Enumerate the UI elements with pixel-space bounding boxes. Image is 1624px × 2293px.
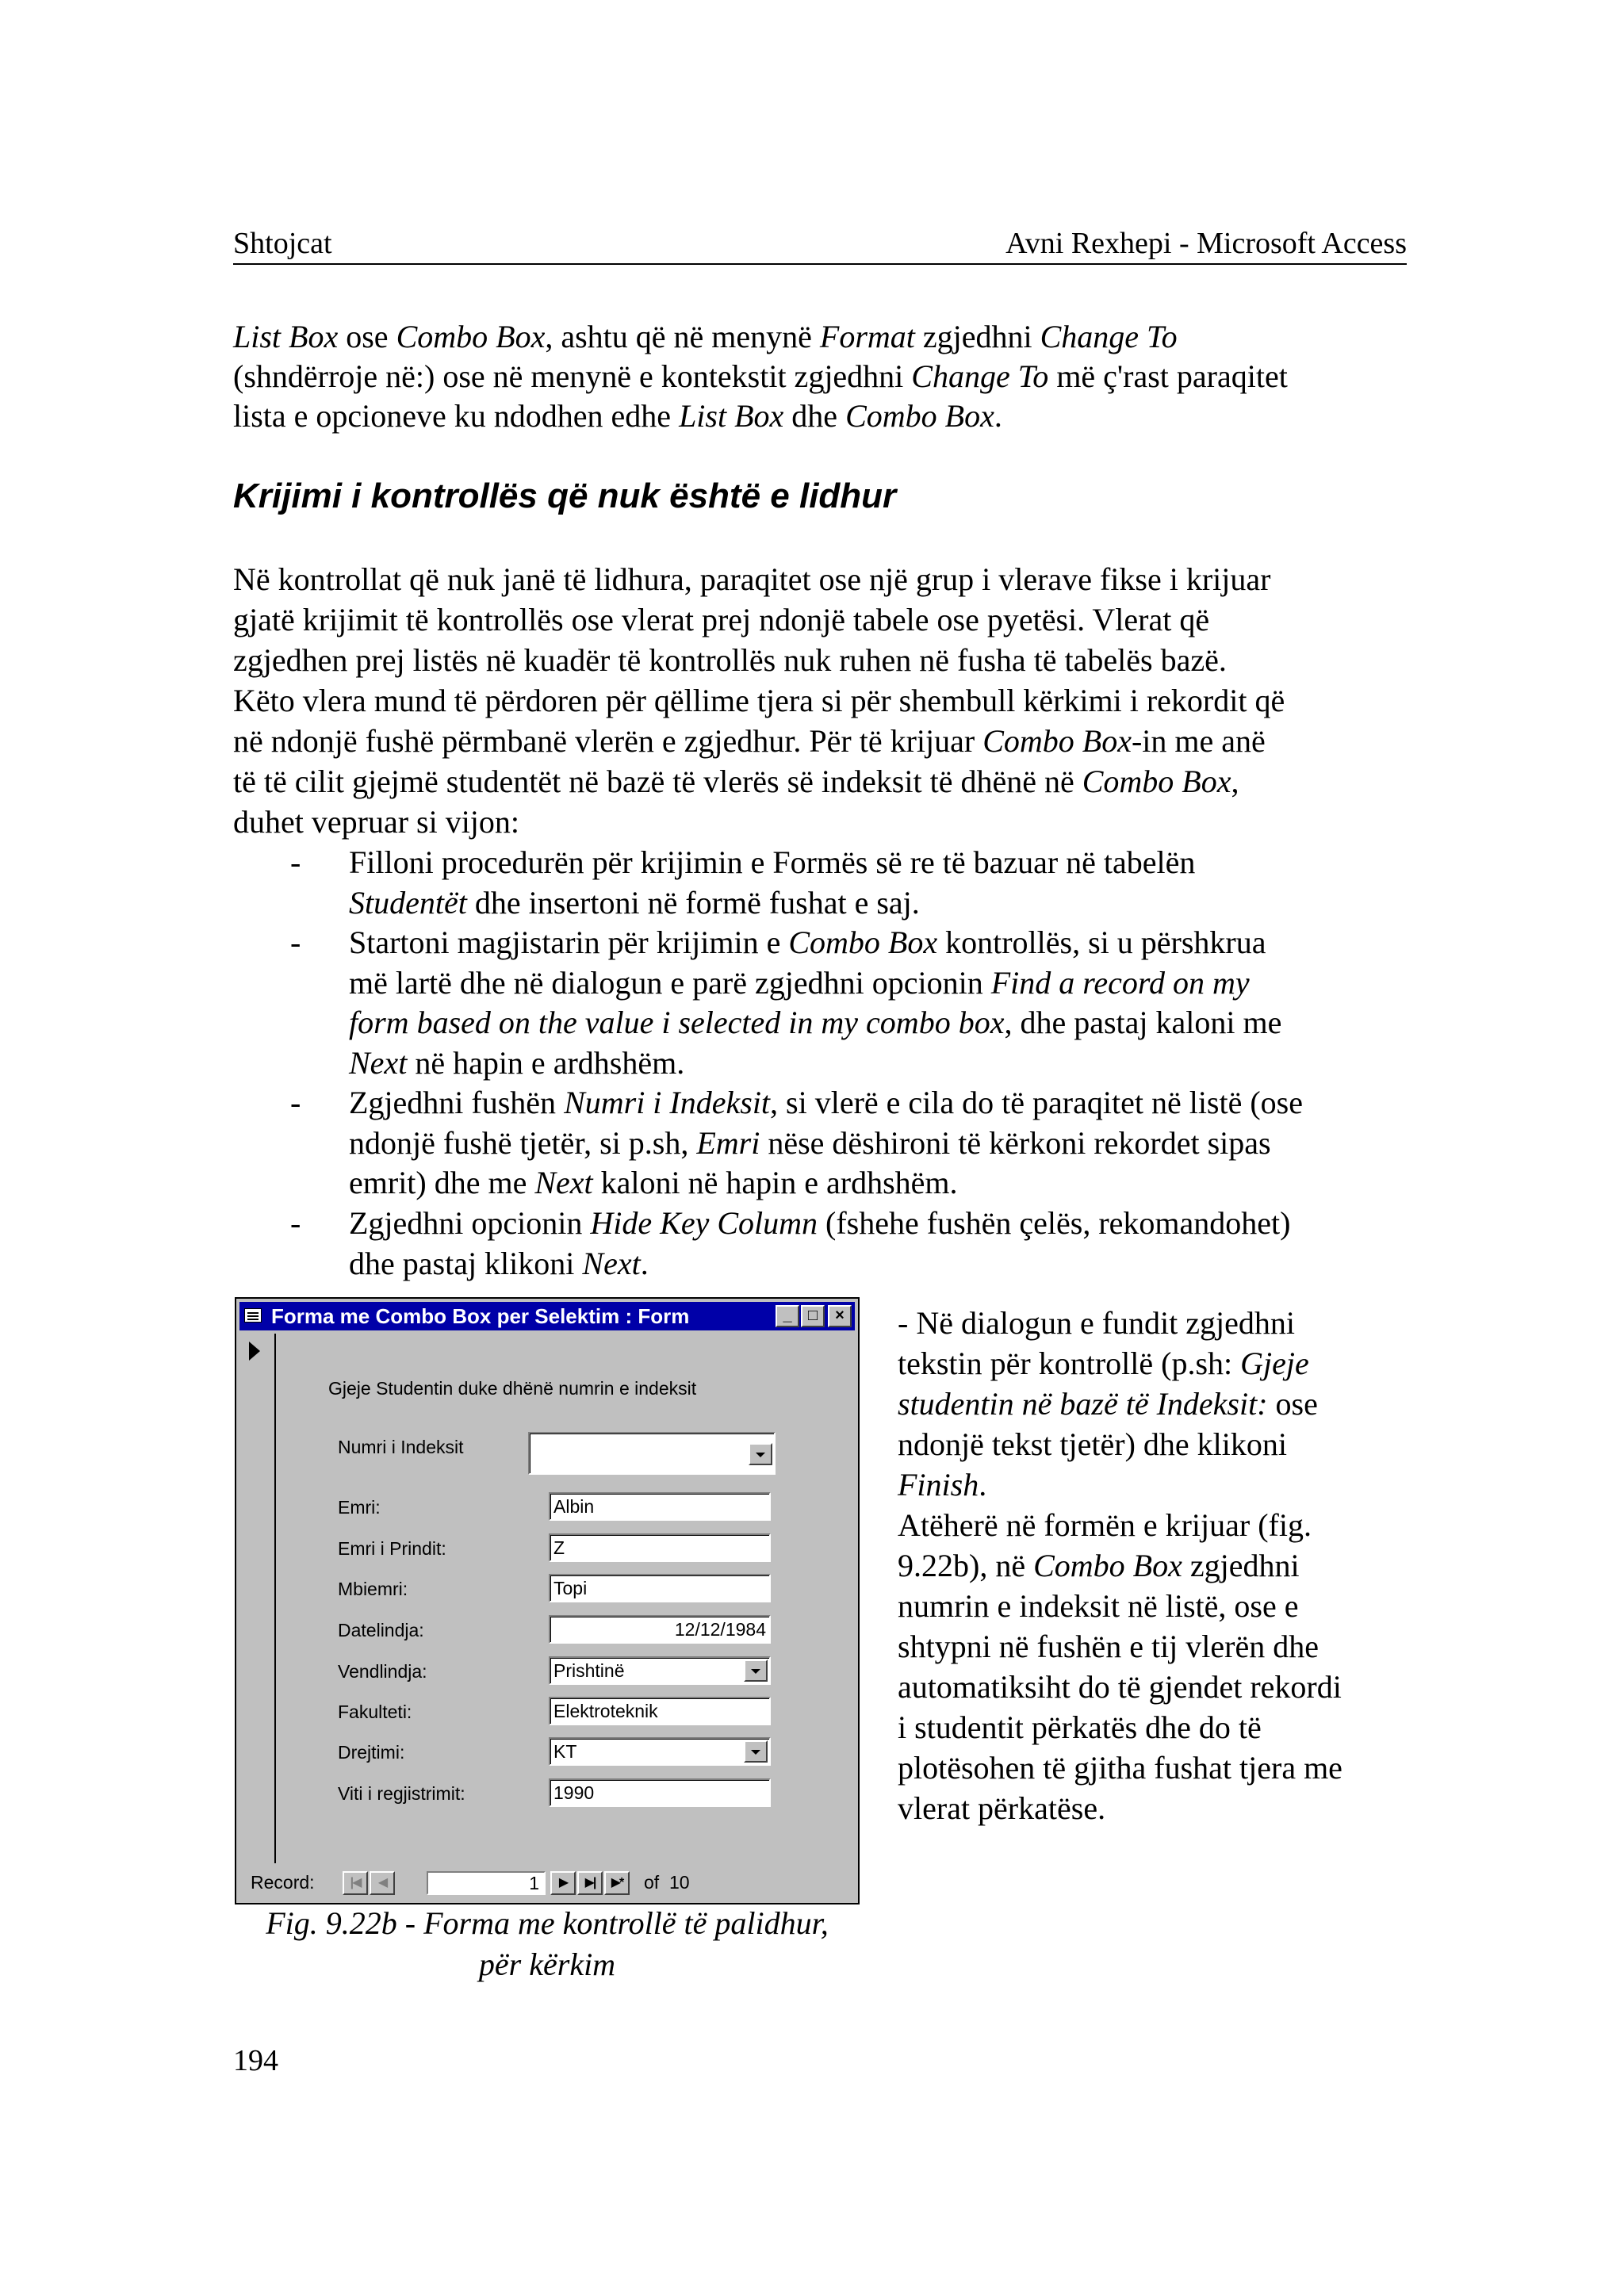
fakulteti-label: Fakulteti:: [338, 1702, 412, 1722]
intro-line-2: (shndërroje në:) ose në menynë e kontekstit zgjedhni Change To më ç'rast paraqitet: [233, 358, 1288, 394]
para-line-3: zgjedhen prej listës në kuadër të kontrollës nuk ruhen në fusha të tabelës bazë.: [233, 642, 1227, 678]
side-line-11: i studentit përkatës dhe do të: [898, 1709, 1262, 1745]
bullet-item-2: - Startoni magjistarin për krijimin e Combo Box kontrollës, si u përshkrua më lartë dhe në dialogun e parë zgjedhni opcionin Find a record on my form based on the value i selected in my combo box, dhe pastaj kaloni me Next në hapin e ardhshëm.: [290, 924, 1282, 1081]
term-change-to: Change To: [911, 358, 1049, 394]
record-count: of 10: [644, 1872, 690, 1893]
bullet-item-3: - Zgjedhni fushën Numri i Indeksit, si vlerë e cila do të paraqitet në listë (ose ndonjë fushë tjetër, si p.sh, Emri nëse dëshironi të kërkoni rekordet sipas emrit) dhe me Next kaloni në hapin e ardhshëm.: [290, 1085, 1303, 1200]
running-header: [233, 224, 1407, 265]
page-number: 194: [233, 2044, 278, 2077]
datelindja-field[interactable]: 12/12/1984: [549, 1615, 771, 1644]
term-combo-box: Combo Box: [845, 398, 994, 434]
prindi-field[interactable]: Z: [549, 1533, 771, 1562]
maximize-button[interactable]: □: [801, 1305, 825, 1327]
side-line-3: studentin në bazë të Indeksit: ose: [898, 1386, 1318, 1422]
bullet-dash: -: [290, 1205, 301, 1241]
side-line-9: shtypni në fushën e tij vlerën dhe: [898, 1629, 1319, 1664]
figure-caption: Fig. 9.22b - Forma me kontrollë të palidhur, për kërkim: [266, 1905, 829, 1982]
header-chapter: Shtojcat: [233, 227, 332, 260]
header-book-title: Avni Rexhepi - Microsoft Access: [1005, 227, 1407, 260]
drejtimi-dropdown-icon[interactable]: [744, 1740, 768, 1763]
para-line-6: të të cilit gjejmë studentët në bazë të vlerës së indeksit të dhënë në Combo Box,: [233, 764, 1239, 799]
prindi-label: Emri i Prindit:: [338, 1538, 446, 1559]
vendlindja-label: Vendlindja:: [338, 1661, 427, 1682]
record-navigation-bar: [239, 1865, 855, 1900]
current-record-input[interactable]: 1: [427, 1871, 546, 1895]
side-line-10: automatiksiht do të gjendet rekordi: [898, 1669, 1342, 1705]
datelindja-label: Datelindja:: [338, 1620, 424, 1640]
term-list-box: List Box: [679, 398, 784, 434]
bullet-dash: -: [290, 924, 301, 960]
viti-field[interactable]: 1990: [549, 1778, 771, 1807]
current-record-arrow-icon: [249, 1342, 260, 1361]
side-line-2: tekstin për kontrollë (p.sh: Gjeje: [898, 1346, 1309, 1381]
viti-label: Viti i regjistrimit:: [338, 1783, 465, 1804]
term-format: Format: [819, 319, 915, 354]
vendlindja-dropdown-icon[interactable]: [744, 1659, 768, 1682]
para-line-4: Këto vlera mund të përdoren për qëllime tjera si për shembull kërkimi i rekordit që: [233, 683, 1285, 718]
mbiemri-field[interactable]: Topi: [549, 1574, 771, 1602]
bullet-dash: -: [290, 844, 301, 880]
index-number-label: Numri i Indeksit: [338, 1437, 464, 1457]
side-line-1: - Në dialogun e fundit zgjedhni: [898, 1305, 1295, 1341]
form-detail-section: [239, 1334, 855, 1863]
bullet-dash: -: [290, 1085, 301, 1120]
term-combo-box: Combo Box: [396, 319, 546, 354]
side-line-12: plotësohen të gjitha fushat tjera me: [898, 1750, 1342, 1786]
first-record-button[interactable]: |◀: [343, 1871, 368, 1895]
para-line-5: në ndonjë fushë përmbanë vlerën e zgjedhur. Për të krijuar Combo Box-in me anë: [233, 723, 1266, 759]
next-record-button[interactable]: ▶: [550, 1871, 576, 1895]
record-selector[interactable]: [239, 1334, 276, 1863]
vendlindja-combo[interactable]: Prishtinë: [549, 1656, 771, 1685]
emri-label: Emri:: [338, 1497, 381, 1518]
form-title: Forma me Combo Box per Selektim : Form: [271, 1304, 690, 1328]
side-line-5: Finish.: [898, 1467, 987, 1503]
side-line-8: numrin e indeksit në listë, ose e: [898, 1588, 1299, 1624]
form-window-icon: [244, 1308, 262, 1323]
record-label: Record:: [251, 1872, 315, 1893]
search-prompt-label: Gjeje Studentin duke dhënë numrin e indeksit: [328, 1378, 697, 1399]
close-button[interactable]: ×: [828, 1305, 852, 1327]
bullet-item-1: - Filloni procedurën për krijimin e Formës së re të bazuar në tabelën Studentët dhe insertoni në formë fushat e saj.: [290, 844, 1196, 921]
term-change-to: Change To: [1040, 319, 1178, 354]
fakulteti-field[interactable]: Elektroteknik: [549, 1697, 771, 1725]
para-line-7: duhet vepruar si vijon:: [233, 804, 520, 840]
emri-field[interactable]: Albin: [549, 1492, 771, 1521]
bullet-item-4: - Zgjedhni opcionin Hide Key Column (fshehe fushën çelës, rekomandohet) dhe pastaj klikoni Next.: [290, 1205, 1291, 1281]
intro-line-3: lista e opcioneve ku ndodhen edhe List Box dhe Combo Box.: [233, 398, 1002, 434]
access-form-window: [235, 1297, 860, 1904]
new-record-button[interactable]: ▶*: [604, 1871, 630, 1895]
side-line-6: Atëherë në formën e krijuar (fig.: [898, 1507, 1312, 1543]
form-title-bar[interactable]: [239, 1302, 855, 1330]
para-line-2: gjatë krijimit të kontrollës ose vlerat prej ndonjë tabele ose pyetësi. Vlerat që: [233, 602, 1210, 637]
previous-record-button[interactable]: ◀: [370, 1871, 395, 1895]
section-title: Krijimi i kontrollës që nuk është e lidhur: [233, 477, 897, 515]
para-line-1: Në kontrollat që nuk janë të lidhura, paraqitet ose një grup i vlerave fikse i krijuar: [233, 561, 1271, 597]
minimize-button[interactable]: _: [776, 1305, 799, 1327]
intro-line-1: List Box ose Combo Box, ashtu që në menynë Format zgjedhni Change To: [233, 319, 1178, 354]
drejtimi-combo[interactable]: KT: [549, 1737, 771, 1766]
side-line-13: vlerat përkatëse.: [898, 1790, 1106, 1826]
mbiemri-label: Mbiemri:: [338, 1579, 408, 1599]
side-line-7: 9.22b), në Combo Box zgjedhni: [898, 1548, 1300, 1583]
index-number-combo[interactable]: [528, 1432, 776, 1475]
term-list-box: List Box: [233, 319, 339, 354]
side-line-4: ndonjë tekst tjetër) dhe klikoni: [898, 1426, 1287, 1462]
drejtimi-label: Drejtimi:: [338, 1742, 405, 1763]
last-record-button[interactable]: ▶|: [577, 1871, 603, 1895]
index-combo-dropdown-icon[interactable]: [749, 1443, 772, 1465]
